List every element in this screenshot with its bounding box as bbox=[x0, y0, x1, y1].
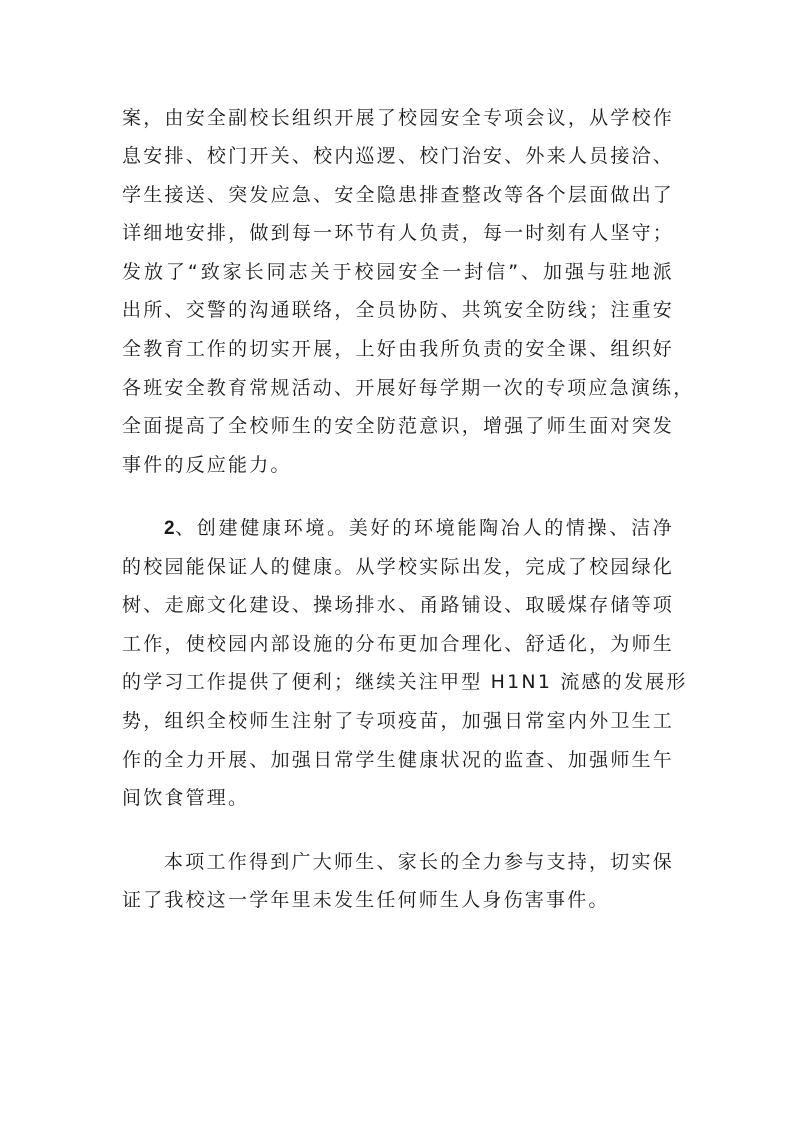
text-line: 间饮食管理。 bbox=[122, 787, 250, 809]
text-span: 、创建健康环境。美好的环境能陶冶人的情操、洁净 bbox=[174, 517, 674, 539]
item-number: 2 bbox=[164, 518, 175, 539]
text-line: 工作，使校园内部设施的分布更加合理化、舒适化，为师生 bbox=[122, 633, 674, 655]
text-line: 树、走廊文化建设、操场排水、甬路铺设、取暖煤存储等项 bbox=[122, 594, 674, 616]
text-line: 证了我校这一学年里未发生任何师生人身伤害事件。 bbox=[122, 889, 610, 911]
text-line: 势，组织全校师生注射了专项疫苗，加强日常室内外卫生工 bbox=[122, 710, 674, 732]
text-line: 出所、交警的沟通联络，全员协防、共筑安全防线；注重安 bbox=[122, 299, 674, 321]
text-line: 的校园能保证人的健康。从学校实际出发，完成了校园绿化 bbox=[122, 556, 674, 578]
text-line: 作的全力开展、加强日常学生健康状况的监查、加强师生午 bbox=[122, 749, 674, 771]
text-line: 事件的反应能力。 bbox=[122, 454, 292, 476]
text-line: 全面提高了全校师生的安全防范意识，增强了师生面对突发 bbox=[122, 415, 674, 437]
text-line: 全教育工作的切实开展，上好由我所负责的安全课、组织好 bbox=[122, 338, 674, 360]
text-line: 息安排、校门开关、校内巡逻、校门治安、外来人员接洽、 bbox=[122, 145, 674, 167]
text-line: 的学习工作提供了便利；继续关注甲型 H1N1 流感的发展形 bbox=[122, 671, 688, 693]
text-line: 本项工作得到广大师生、家长的全力参与支持，切实保 bbox=[164, 851, 674, 873]
text-line: 各班安全教育常规活动、开展好每学期一次的专项应急演练， bbox=[122, 377, 695, 399]
text-line: 详细地安排，做到每一环节有人负责，每一时刻有人坚守； bbox=[122, 222, 674, 244]
text-line: 案，由安全副校长组织开展了校园安全专项会议，从学校作 bbox=[122, 107, 674, 129]
text-line: 发放了“致家长同志关于校园安全一封信”、加强与驻地派 bbox=[122, 261, 674, 283]
text-line bbox=[164, 513, 674, 543]
text-line: 学生接送、突发应急、安全隐患排查整改等各个层面做出了 bbox=[122, 184, 674, 206]
